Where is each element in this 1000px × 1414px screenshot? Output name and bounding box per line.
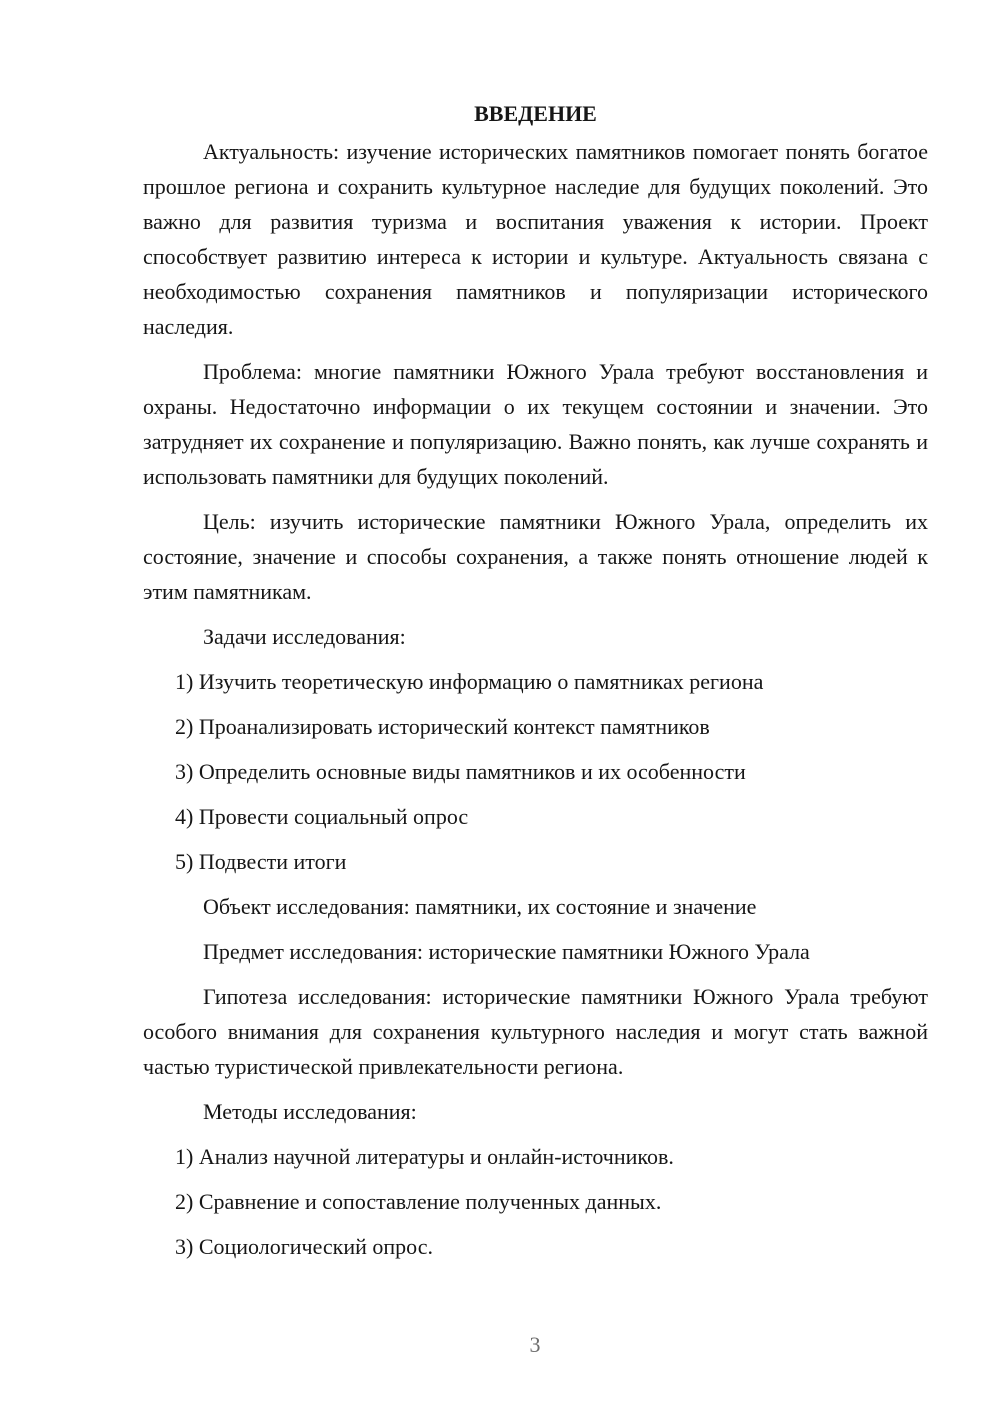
- hypothesis-paragraph: Гипотеза исследования: исторические памятники Южного Урала требуют особого внимания для сохранения культурного наследия и могут стать важной частью туристической привлекательности региона.: [143, 984, 928, 1079]
- page-content: [143, 96, 928, 1274]
- tasks-heading: Задачи исследования:: [203, 624, 406, 649]
- method-item: 3) Социологический опрос.: [175, 1234, 433, 1259]
- task-item: 3) Определить основные виды памятников и их особенности: [175, 759, 746, 784]
- task-item: 1) Изучить теоретическую информацию о памятниках региона: [175, 669, 764, 694]
- page-title: ВВЕДЕНИЕ: [474, 101, 597, 126]
- method-item: 1) Анализ научной литературы и онлайн-источников.: [175, 1144, 674, 1169]
- research-object: Объект исследования: памятники, их состояние и значение: [203, 894, 757, 919]
- task-item: 2) Проанализировать исторический контекст памятников: [175, 714, 710, 739]
- problem-paragraph: Проблема: многие памятники Южного Урала требуют восстановления и охраны. Недостаточно информации о их текущем состоянии и значении. Это затрудняет их сохранение и популяризацию. Важно понять, как лучше сохранять и использовать памятники для будущих поколений.: [143, 359, 928, 489]
- task-item: 5) Подвести итоги: [175, 849, 347, 874]
- goal-paragraph: Цель: изучить исторические памятники Южного Урала, определить их состояние, значение и способы сохранения, а также понять отношение людей к этим памятникам.: [143, 509, 928, 604]
- methods-heading: Методы исследования:: [203, 1099, 417, 1124]
- page-number: 3: [529, 1332, 541, 1357]
- research-subject: Предмет исследования: исторические памятники Южного Урала: [203, 939, 810, 964]
- relevance-paragraph: Актуальность: изучение исторических памятников помогает понять богатое прошлое региона и сохранить культурное наследие для будущих поколений. Это важно для развития туризма и воспитания уважения к истории. Проект способствует развитию интереса к истории и культуре. Актуальность связана с необходимостью сохранения памятников и популяризации исторического наследия.: [143, 139, 928, 339]
- method-item: 2) Сравнение и сопоставление полученных данных.: [175, 1189, 662, 1214]
- task-item: 4) Провести социальный опрос: [175, 804, 469, 829]
